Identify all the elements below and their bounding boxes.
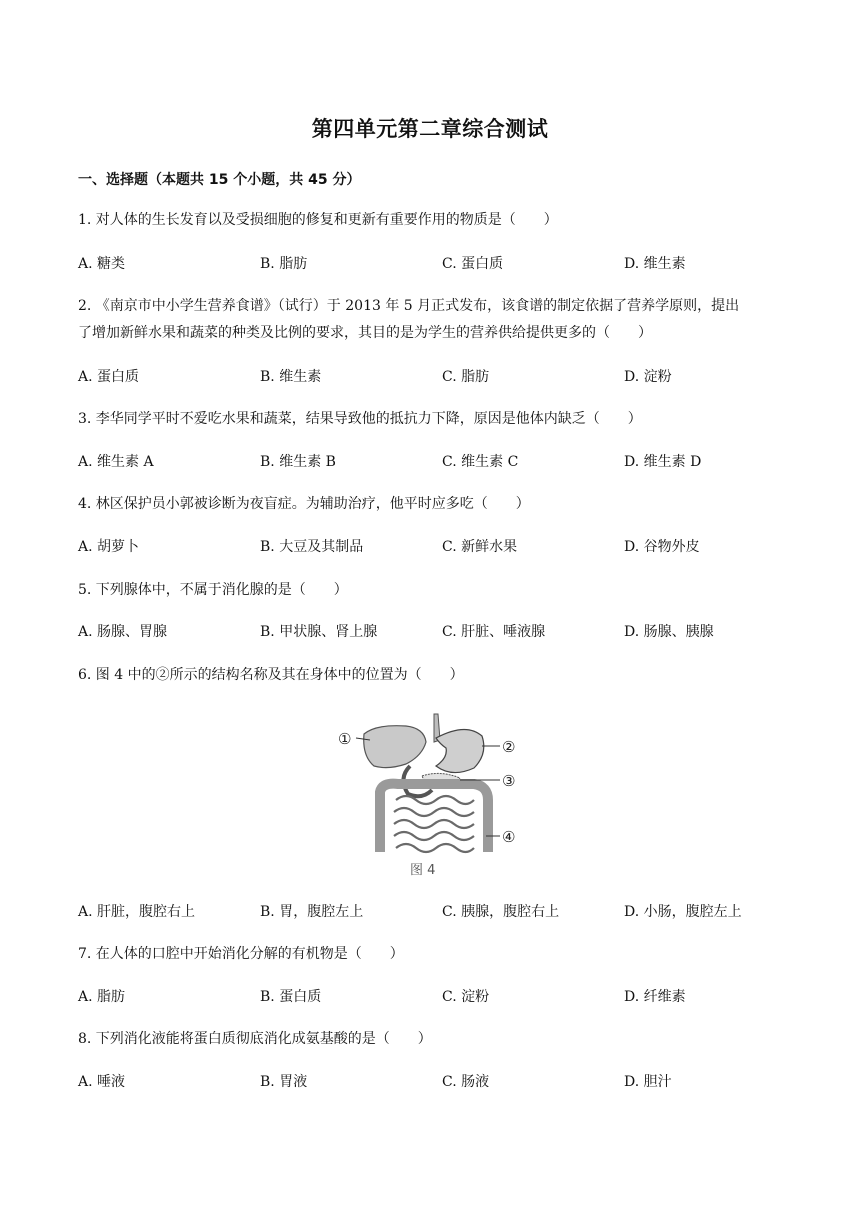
figure-caption: 图 4 xyxy=(410,863,436,878)
question-2-stem-line-1: 2. 《南京市中小学生营养食谱》（试行）于 2013 年 5 月正式发布，该食谱的制定依据了营养学原则，提出 xyxy=(78,298,740,314)
question-8-stem: 8. 下列消化液能将蛋白质彻底消化成氨基酸的是（ ） xyxy=(78,1031,432,1047)
option-a: A. 脂肪 xyxy=(78,989,126,1005)
option-c: C. 脂肪 xyxy=(442,369,490,385)
option-b: B. 维生素 xyxy=(260,369,322,385)
option-c: C. 新鲜水果 xyxy=(442,539,518,555)
option-d: D. 纤维素 xyxy=(624,989,686,1005)
question-2-options xyxy=(78,367,790,387)
large-intestine-shape xyxy=(380,784,488,852)
question-2-stem-line-2: 了增加新鲜水果和蔬菜的种类及比例的要求，其目的是为学生的营养供给提供更多的（ ） xyxy=(78,325,652,341)
digestive-system-diagram xyxy=(336,712,520,858)
option-c: C. 肝脏、唾液腺 xyxy=(442,624,546,640)
option-a: A. 肠腺、胃腺 xyxy=(78,624,168,640)
question-7-options xyxy=(78,987,790,1007)
option-b: B. 胃，腹腔左上 xyxy=(260,904,364,920)
question-1-stem: 1. 对人体的生长发育以及受损细胞的修复和更新有重要作用的物质是（ ） xyxy=(78,212,558,228)
option-b: B. 大豆及其制品 xyxy=(260,539,364,555)
option-a: A. 胡萝卜 xyxy=(78,539,140,555)
digestive-system-figure xyxy=(336,712,520,874)
option-d: D. 肠腺、胰腺 xyxy=(624,624,714,640)
option-d: D. 胆汁 xyxy=(624,1074,672,1090)
question-6-options xyxy=(78,902,790,922)
question-6-stem: 6. 图 4 中的②所示的结构名称及其在身体中的位置为（ ） xyxy=(78,667,464,683)
question-8-options xyxy=(78,1072,790,1092)
option-d: D. 淀粉 xyxy=(624,369,672,385)
label-3: ③ xyxy=(502,772,516,790)
section-heading: 一、选择题（本题共 15 个小题，共 45 分） xyxy=(78,172,361,188)
label-4: ④ xyxy=(502,828,516,846)
option-c: C. 淀粉 xyxy=(442,989,490,1005)
question-5-stem: 5. 下列腺体中，不属于消化腺的是（ ） xyxy=(78,582,348,598)
option-d: D. 小肠，腹腔左上 xyxy=(624,904,742,920)
option-b: B. 甲状腺、肾上腺 xyxy=(260,624,378,640)
small-intestine-shape xyxy=(394,796,474,852)
option-b: B. 蛋白质 xyxy=(260,989,322,1005)
option-c: C. 肠液 xyxy=(442,1074,490,1090)
question-4-stem: 4. 林区保护员小郭被诊断为夜盲症。为辅助治疗，他平时应多吃（ ） xyxy=(78,496,530,512)
option-a: A. 蛋白质 xyxy=(78,369,140,385)
stomach-shape xyxy=(436,729,484,772)
question-3-options xyxy=(78,452,790,472)
option-a: A. 维生素 A xyxy=(78,454,154,470)
option-a: A. 肝脏，腹腔右上 xyxy=(78,904,196,920)
question-7-stem: 7. 在人体的口腔中开始消化分解的有机物是（ ） xyxy=(78,946,404,962)
label-1: ① xyxy=(338,730,352,748)
option-d: D. 谷物外皮 xyxy=(624,539,700,555)
option-b: B. 脂肪 xyxy=(260,256,308,272)
question-1-options xyxy=(78,254,790,274)
label-2: ② xyxy=(502,738,516,756)
question-4-options xyxy=(78,537,790,557)
option-a: A. 唾液 xyxy=(78,1074,126,1090)
option-d: D. 维生素 xyxy=(624,256,686,272)
option-c: C. 维生素 C xyxy=(442,454,519,470)
option-d: D. 维生素 D xyxy=(624,454,702,470)
page-title: 第四单元第二章综合测试 xyxy=(311,117,549,141)
question-3-stem: 3. 李华同学平时不爱吃水果和蔬菜，结果导致他的抵抗力下降，原因是他体内缺乏（ ） xyxy=(78,411,642,427)
question-5-options xyxy=(78,622,790,642)
option-c: C. 胰腺，腹腔右上 xyxy=(442,904,560,920)
option-b: B. 维生素 B xyxy=(260,454,336,470)
liver-shape xyxy=(364,726,426,768)
option-a: A. 糖类 xyxy=(78,256,126,272)
option-c: C. 蛋白质 xyxy=(442,256,504,272)
option-b: B. 胃液 xyxy=(260,1074,308,1090)
